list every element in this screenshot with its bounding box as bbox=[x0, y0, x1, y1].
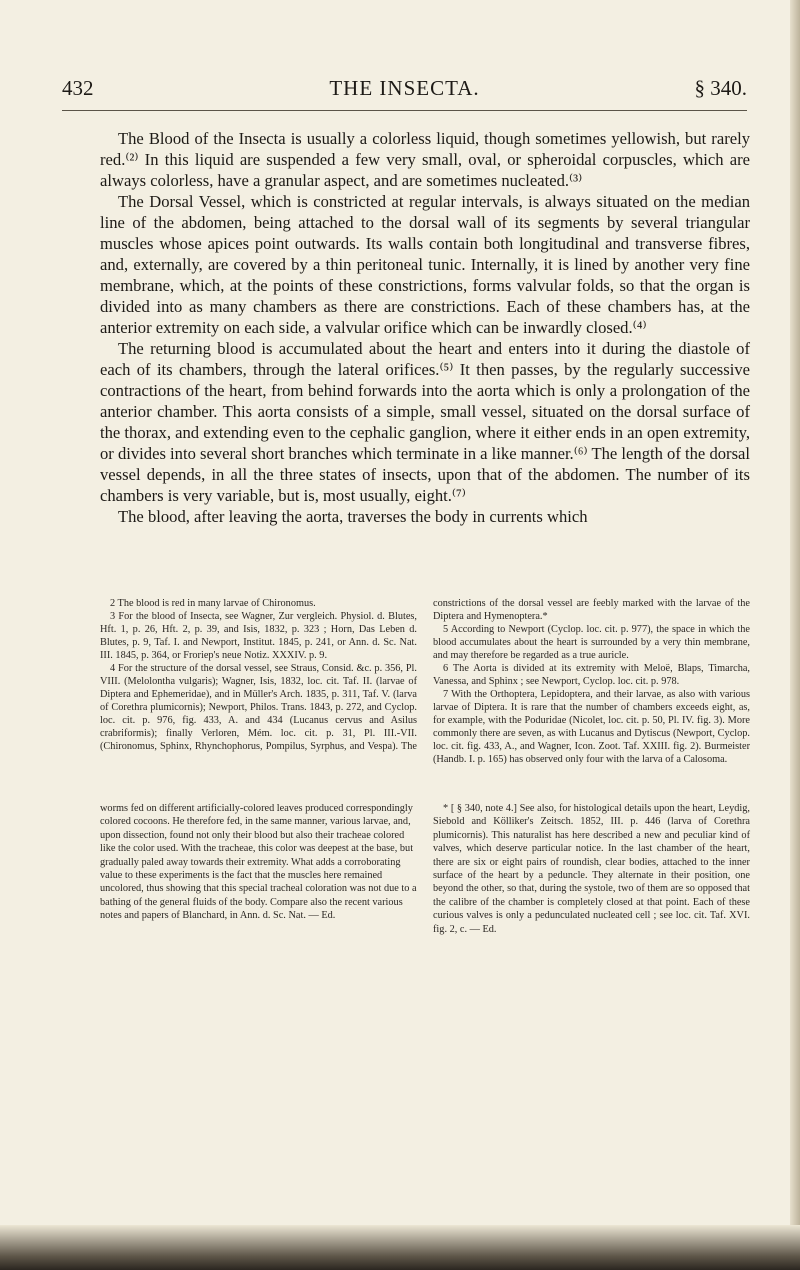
header-rule bbox=[62, 110, 747, 111]
editor-note-continued: worms fed on different artificially-colored leaves produced correspondingly colored cocoons. He therefore fed, in the same manner, various larvae, and, upon dissection, found not only their blood but also their tracheae colored like the color used. With the tracheae, this color was deepest at the base, but gradually paled away towards their extremity. What adds a corroborating value to these experiments is the fact that the muscles here remained uncolored, thus showing that this special tracheal coloration was not due to a bathing of the general fluids of the body. Compare also the recent various notes and papers of Blanchard, in Ann. d. Sc. Nat. — Ed. bbox=[100, 803, 417, 922]
page-edge bbox=[790, 0, 800, 1270]
footnotes bbox=[100, 597, 750, 766]
footnote-4: 4 For the structure of the dorsal vessel, see Straus, Consid. &c. p. 356, Pl. VIII. (Melolontha vulgaris); Wagner, Isis, 1832, loc. cit. Taf. II. (larvae of Diptera and Ephemeridae), and in Müller's Arch. 1835, p. 311, Taf. V. (larva of Corethra plumicornis); Newport, Philos. Trans. 1843, p. 272, and Cyclop. loc. cit. p. 976, fig. 433, A. and 434 (Lucanus cervus and Asilus crabriformis); finally Verloren, Mém. loc. cit. p. 31, Pl. III.-VII. (Chironomus, Sphinx, Rhynchophorus, Pompilus, Syrphus, and Vespa). The constrictions of the dorsal vessel are feebly marked with the larvae of the Diptera and Hymenoptera.* bbox=[100, 598, 750, 752]
footnote-2: 2 The blood is red in many larvae of Chironomus. bbox=[110, 598, 316, 609]
running-title: THE INSECTA. bbox=[329, 76, 480, 100]
paragraph-returning-blood: The returning blood is accumulated about the heart and enters into it during the diastole of each of its chambers, through the lateral orifices.⁽⁵⁾ It then passes, by the regularly successive contractions of the heart, from behind forwards into the aorta which is only a prolongation of the anterior chamber. This aorta consists of a simple, small vessel, situated on the dorsal surface of the thorax, and extending even to the cephalic ganglion, where it either ends in an open extremity, or divides into several short branches which terminate in a like manner.⁽⁶⁾ The length of the dorsal vessel depends, in all the three states of insects, upon that of the abdomen. The number of its chambers is very variable, but is, most usually, eight.⁽⁷⁾ bbox=[100, 339, 751, 505]
paragraph-aorta-currents: The blood, after leaving the aorta, traverses the body in currents which bbox=[118, 507, 588, 526]
footnote-3: 3 For the blood of Insecta, see Wagner, Zur vergleich. Physiol. d. Blutes, Hft. 1, p. 26, Hft. 2, p. 39, and Isis, 1832, p. 323 ; Horn, Das Leben d. Blutes, p. 9, Taf. I. and Newport, Institut. 1845, p. 241, or Ann. d. Sc. Nat. III. 1845, p. 364, or Froriep's neue Notiz. XXXIV. p. 9. bbox=[100, 611, 417, 661]
paragraph-dorsal-vessel: The Dorsal Vessel, which is constricted at regular intervals, is always situated on the median line of the abdomen, being attached to the dorsal wall of its segments by several triangular muscles whose apices point outwards. Its walls contain both longitudinal and transverse fibres, and, externally, are covered by a thin peritoneal tunic. Internally, it is lined by another very fine membrane, which, at the points of these constrictions, forms valvular folds, so that the organ is divided into as many chambers as there are constrictions. Each of these chambers has, at the anterior extremity on each side, a valvular orifice which can be inwardly closed.⁽⁴⁾ bbox=[100, 192, 750, 337]
page-number: 432 bbox=[62, 76, 94, 100]
paragraph-blood: The Blood of the Insecta is usually a colorless liquid, though sometimes yellowish, but rarely red.⁽²⁾ In this liquid are suspended a few very small, oval, or spheroidal corpuscles, which are always colorless, have a granular aspect, and are sometimes nucleated.⁽³⁾ bbox=[100, 129, 750, 190]
main-text bbox=[100, 128, 750, 527]
editor-note-340-4: * [ § 340, note 4.] See also, for histological details upon the heart, Leydig, Siebold and Kölliker's Zeitsch. 1852, III. p. 446 (larva of Corethra plumicornis). This naturalist has here described a new and peculiar kind of valves, which deserve particular notice. In the last chamber of the heart, there are six or eight pairs of roundish, clear bodies, attached to the inner surface of the heart by a peduncle. They alternate in their position, one beyond the other, so that, during the systole, two of them are so opposed that the calibre of the chamber is completely closed at that point. Each of these curious valves is only a pedunculated nucleated cell ; see loc. cit. Taf. XVI. fig. 2, c. — Ed. bbox=[433, 803, 750, 935]
footnote-6: 6 The Aorta is divided at its extremity with Meloë, Blaps, Timarcha, Vanessa, and Sphinx ; see Newport, Cyclop. loc. cit. p. 978. bbox=[433, 663, 750, 687]
footnote-5: 5 According to Newport (Cyclop. loc. cit. p. 977), the space in which the blood accumulates about the heart is surrounded by a very thin membrane, and may therefore be regarded as a true auricle. bbox=[433, 624, 750, 661]
page-header bbox=[62, 76, 747, 106]
editor-notes bbox=[100, 802, 750, 936]
section-number: § 340. bbox=[694, 76, 747, 100]
footnote-7: 7 With the Orthoptera, Lepidoptera, and their larvae, as also with various larvae of Diptera. It is rare that the number of chambers exceeds eight, as, for example, with the Poduridae (Nicolet, loc. cit. p. 50, Pl. IV. fig. 3). More commonly there are seven, as with Lucanus and Dytiscus (Newport, Cyclop. loc. cit. fig. 433, A., and Wagner, Icon. Zoot. Taf. XXIII. fig. 2). Burmeister (Handb. I. p. 165) has observed only four with the larva of a Calosoma. bbox=[433, 689, 750, 765]
bottom-edge-shadow bbox=[0, 1225, 800, 1270]
